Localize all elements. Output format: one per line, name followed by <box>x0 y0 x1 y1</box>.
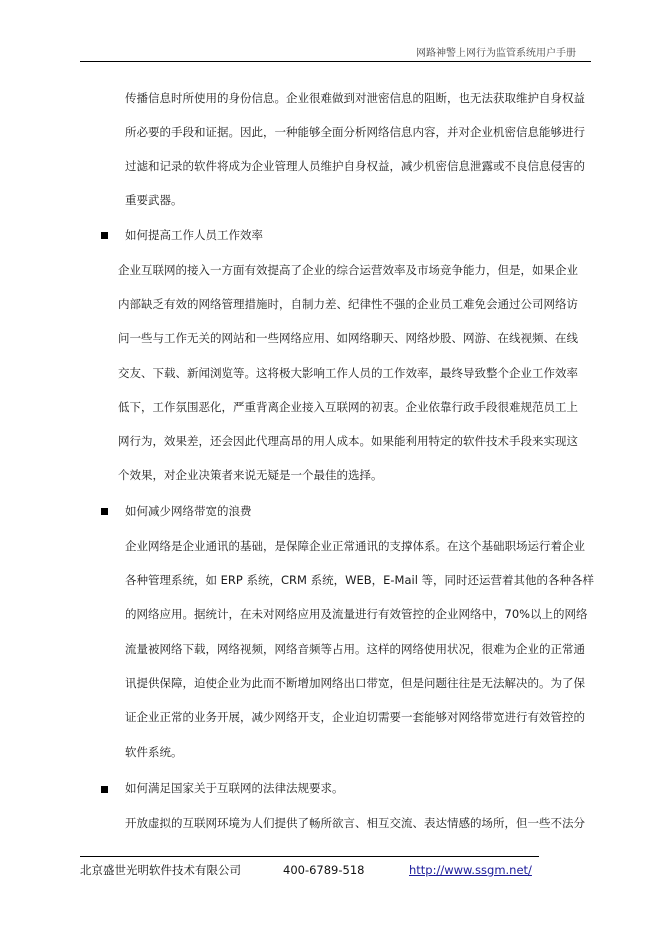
paragraph-line: 交友、下载、新闻浏览等。这将极大影响工作人员的工作效率，最终导致整个企业工作效率 <box>118 366 578 380</box>
section-heading: 如何提高工作人员工作效率 <box>125 228 263 242</box>
paragraph-line: 企业网络是企业通讯的基础，是保障企业正常通讯的支撑体系。在这个基础职场运行着企业 <box>125 539 585 553</box>
bullet-square-icon <box>101 786 108 793</box>
paragraph-line: 个效果，对企业决策者来说无疑是一个最佳的选择。 <box>118 468 383 482</box>
document-title: 网路神警上网行为监管系统用户手册 <box>416 48 576 59</box>
paragraph-line: 讯提供保障，迫使企业为此而不断增加网络出口带宽，但是问题往往是无法解决的。为了保 <box>125 676 585 690</box>
section-heading: 如何减少网络带宽的浪费 <box>125 504 252 518</box>
paragraph-line: 内部缺乏有效的网络管理措施时，自制力差、纪律性不强的企业员工难免会通过公司网络访 <box>118 297 578 311</box>
paragraph-line: 低下，工作氛围恶化，严重背离企业接入互联网的初衷。企业依靠行政手段很难规范员工上 <box>118 400 578 414</box>
paragraph-line: 软件系统。 <box>125 745 183 759</box>
bullet-square-icon <box>101 508 108 515</box>
paragraph-line: 证企业正常的业务开展，减少网络开支，企业迫切需要一套能够对网络带宽进行有效管控的 <box>125 710 585 724</box>
footer-website-link[interactable]: http://www.ssgm.net/ <box>409 863 532 877</box>
footer-divider <box>80 856 539 857</box>
paragraph-line: 网行为，效果差，还会因此代理高昂的用人成本。如果能利用特定的软件技术手段来实现这 <box>118 434 578 448</box>
paragraph-line: 传播信息时所使用的身份信息。企业很难做到对泄密信息的阻断，也无法获取维护自身权益 <box>125 91 585 105</box>
paragraph-line: 问一些与工作无关的网站和一些网络应用、如网络聊天、网络炒股、网游、在线视频、在线 <box>118 331 578 345</box>
paragraph-line: 各种管理系统，如 ERP 系统，CRM 系统，WEB，E-Mail 等，同时还运营着其他的各种各样 <box>125 573 595 587</box>
paragraph-line: 流量被网络下载，网络视频，网络音频等占用。这样的网络使用状况，很难为企业的正常通 <box>125 642 585 656</box>
paragraph-line: 过滤和记录的软件将成为企业管理人员维护自身权益，减少机密信息泄露或不良信息侵害的 <box>125 159 585 173</box>
section-heading: 如何满足国家关于互联网的法律法规要求。 <box>125 781 344 795</box>
paragraph-line: 所必要的手段和证据。因此，一种能够全面分析网络信息内容，并对企业机密信息能够进行 <box>125 125 585 139</box>
footer-phone: 400-6789-518 <box>283 863 365 877</box>
bullet-square-icon <box>101 232 108 239</box>
paragraph-line: 重要武器。 <box>125 193 183 207</box>
header-divider <box>80 61 591 62</box>
footer-company: 北京盛世光明软件技术有限公司 <box>80 863 241 877</box>
paragraph-line: 开放虚拟的互联网环境为人们提供了畅所欲言、相互交流、表达情感的场所，但一些不法分 <box>125 816 585 830</box>
paragraph-line: 的网络应用。据统计，在未对网络应用及流量进行有效管控的企业网络中，70%以上的网络 <box>125 607 588 621</box>
paragraph-line: 企业互联网的接入一方面有效提高了企业的综合运营效率及市场竞争能力，但是，如果企业 <box>118 263 578 277</box>
